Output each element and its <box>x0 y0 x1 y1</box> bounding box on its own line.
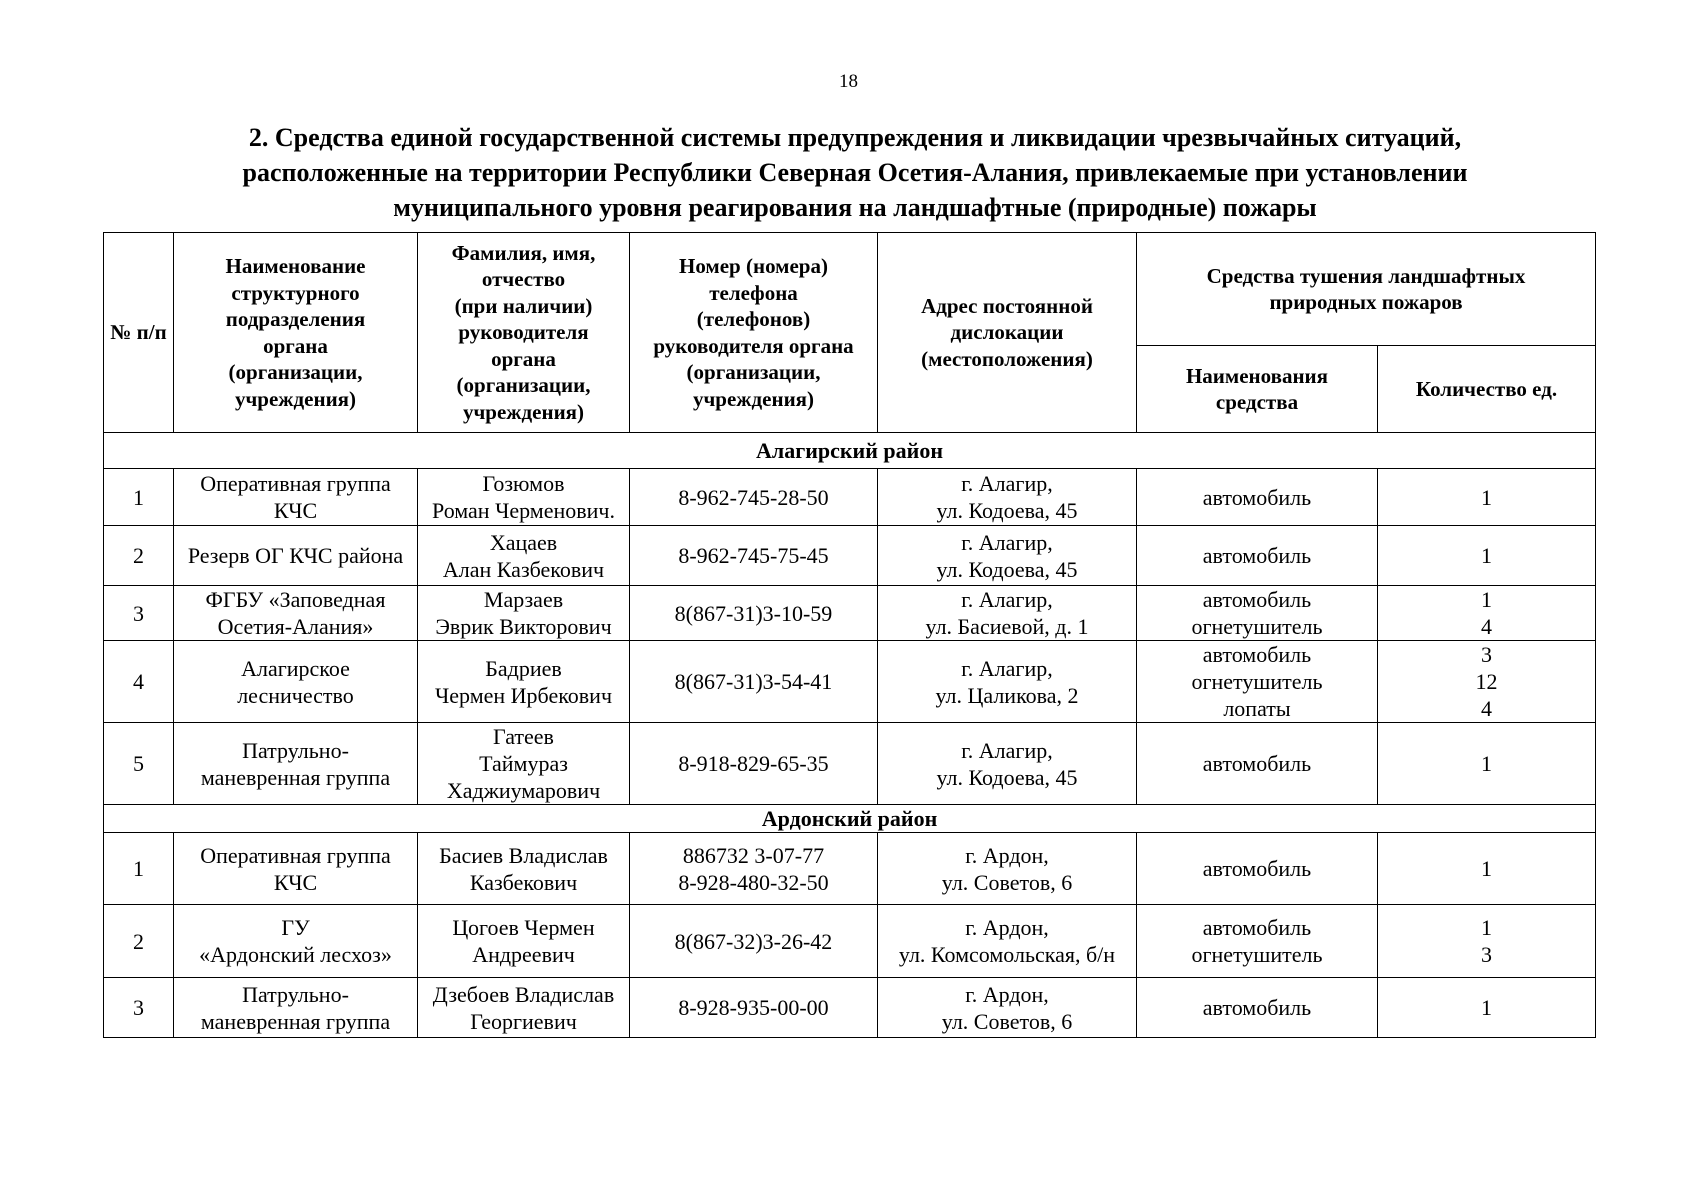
cell-line: автомобиль <box>1202 642 1312 667</box>
qty-cell <box>1378 641 1596 723</box>
head-name-cell <box>418 905 630 978</box>
qty-cell <box>1378 586 1596 641</box>
row-number: 3 <box>104 586 174 641</box>
cell-line: 12 <box>1475 669 1498 694</box>
cell-line: (телефонов) <box>696 307 811 331</box>
cell-line: ул. Советов, 6 <box>941 1008 1073 1034</box>
cell-line: Средства тушения ландшафтных <box>1206 263 1526 288</box>
table-row <box>104 586 1596 641</box>
table-row <box>104 469 1596 526</box>
cell-line: Осетия-Алания» <box>217 614 374 639</box>
cell-line: автомобиль <box>1202 856 1312 881</box>
cell-line: природных пожаров <box>1269 290 1463 314</box>
qty-cell <box>1378 833 1596 905</box>
document-title <box>150 120 1560 225</box>
cell-line: 3 <box>1481 942 1492 967</box>
cell-line: Гозюмов <box>482 471 565 496</box>
cell-line: огнетушитель <box>1191 942 1323 967</box>
cell-line: 8(867-31)3-10-59 <box>674 600 833 626</box>
head-name-cell <box>418 641 630 723</box>
address-cell <box>878 469 1137 526</box>
phone-cell <box>630 723 878 805</box>
row-number: 1 <box>104 833 174 905</box>
cell-line: г. Ардон, <box>965 915 1049 940</box>
cell-line: органа <box>491 346 556 371</box>
cell-line: 1 <box>1481 995 1492 1020</box>
cell-line: автомобиль <box>1202 587 1312 612</box>
cell-line: Фамилия, имя, <box>451 240 596 265</box>
title-line: муниципального уровня реагирования на ландшафтные (природные) пожары <box>393 193 1317 222</box>
cell-line: отчество <box>481 267 566 292</box>
table-header <box>104 233 1596 433</box>
cell-line: учреждения) <box>462 399 585 424</box>
cell-line: Номер (номера) <box>679 254 828 278</box>
cell-line: огнетушитель <box>1191 614 1323 639</box>
cell-line: ул. Комсомольская, б/н <box>898 942 1116 967</box>
qty-cell <box>1378 469 1596 526</box>
cell-line: Алан Казбекович <box>442 556 605 582</box>
means-cell <box>1137 833 1378 905</box>
header-means-qty: Количество ед. <box>1378 346 1596 433</box>
cell-line: Чермен Ирбекович <box>434 682 613 708</box>
cell-line: г. Алагир, <box>961 529 1053 555</box>
table-row <box>104 905 1596 978</box>
cell-line: Хаджиумарович <box>446 778 601 803</box>
cell-line: г. Ардон, <box>965 981 1049 1007</box>
address-cell <box>878 641 1137 723</box>
cell-line: автомобиль <box>1202 543 1312 568</box>
phone-cell <box>630 833 878 905</box>
page-number: 18 <box>839 71 858 92</box>
cell-line: г. Алагир, <box>961 587 1053 612</box>
cell-line: автомобиль <box>1202 484 1312 510</box>
head-name-cell <box>418 469 630 526</box>
title-line: расположенные на территории Республики Северная Осетия-Алания, привлекаемые при установлении <box>242 158 1468 187</box>
table-row <box>104 833 1596 905</box>
cell-line: КЧС <box>273 498 318 523</box>
cell-line: ФГБУ «Заповедная <box>205 587 386 612</box>
cell-line: 8-928-480-32-50 <box>678 869 829 895</box>
district-row <box>104 433 1596 469</box>
phone-cell <box>630 641 878 723</box>
cell-line: Басиев Владислав <box>439 842 608 868</box>
org-name-cell <box>174 586 418 641</box>
cell-line: Таймураз <box>479 751 568 776</box>
header-num: № п/п <box>104 233 174 433</box>
row-number: 4 <box>104 641 174 723</box>
head-name-cell <box>418 526 630 586</box>
cell-line: Наименования <box>1185 363 1329 388</box>
cell-line: ул. Кодоева, 45 <box>936 764 1078 790</box>
cell-line: 1 <box>1481 856 1492 881</box>
cell-line: Казбекович <box>469 869 578 895</box>
cell-line: Патрульно- <box>242 737 349 763</box>
cell-line: 8(867-32)3-26-42 <box>674 928 833 954</box>
means-cell <box>1137 586 1378 641</box>
cell-line: 8-962-745-75-45 <box>678 543 829 568</box>
cell-line: Патрульно- <box>242 981 349 1007</box>
address-cell <box>878 978 1137 1038</box>
cell-line: лесничество <box>237 682 354 708</box>
cell-line: Наименование <box>225 254 366 278</box>
row-number: 3 <box>104 978 174 1038</box>
means-cell <box>1137 469 1378 526</box>
cell-line: (организации, <box>686 360 821 384</box>
row-number: 1 <box>104 469 174 526</box>
address-cell <box>878 526 1137 586</box>
cell-line: г. Ардон, <box>965 842 1049 868</box>
qty-cell <box>1378 526 1596 586</box>
cell-line: 3 <box>1481 642 1492 667</box>
cell-line: 8-962-745-28-50 <box>678 484 829 510</box>
cell-line: КЧС <box>273 869 318 895</box>
cell-line: (организации, <box>228 360 363 384</box>
cell-line: ГУ <box>281 915 310 940</box>
cell-line: (организации, <box>456 373 591 398</box>
cell-line: учреждения) <box>692 386 815 411</box>
means-cell <box>1137 641 1378 723</box>
org-name-cell <box>174 469 418 526</box>
cell-line: лопаты <box>1223 696 1291 721</box>
cell-line: г. Алагир, <box>961 471 1053 496</box>
head-name-cell <box>418 978 630 1038</box>
cell-line: Марзаев <box>483 587 564 612</box>
cell-line: Дзебоев Владислав <box>432 981 615 1007</box>
header-org <box>174 233 418 433</box>
cell-line: Бадриев <box>485 655 562 681</box>
head-name-cell <box>418 723 630 805</box>
phone-cell <box>630 469 878 526</box>
phone-cell <box>630 526 878 586</box>
header-head <box>418 233 630 433</box>
cell-line: подразделения <box>225 307 366 331</box>
table-row <box>104 641 1596 723</box>
table-row <box>104 526 1596 586</box>
org-name-cell <box>174 905 418 978</box>
cell-line: учреждения) <box>234 386 357 411</box>
phone-cell <box>630 586 878 641</box>
cell-line: (при наличии) <box>454 293 593 318</box>
cell-line: 886732 3-07-77 <box>682 842 825 868</box>
cell-line: Оперативная группа <box>200 471 391 496</box>
cell-line: средства <box>1215 390 1299 414</box>
qty-cell <box>1378 978 1596 1038</box>
table-row <box>104 978 1596 1038</box>
header-phone <box>630 233 878 433</box>
district-name: Алагирский район <box>104 433 1596 469</box>
cell-line: «Ардонский лесхоз» <box>199 942 392 967</box>
cell-line: Андреевич <box>472 942 575 967</box>
means-cell <box>1137 526 1378 586</box>
cell-line: 4 <box>1481 696 1492 721</box>
cell-line: 4 <box>1481 614 1492 639</box>
resources-table <box>103 232 1596 1038</box>
cell-line: автомобиль <box>1202 751 1312 776</box>
cell-line: ул. Советов, 6 <box>941 869 1073 895</box>
title-line: 2. Средства единой государственной системы предупреждения и ликвидации чрезвычайных ситуаций, <box>248 123 1462 152</box>
cell-line: руководителя <box>458 320 589 345</box>
qty-cell <box>1378 905 1596 978</box>
cell-line: ул. Кодоева, 45 <box>936 498 1078 523</box>
means-cell <box>1137 905 1378 978</box>
cell-line: 8(867-31)3-54-41 <box>674 669 833 694</box>
cell-line: 1 <box>1481 751 1492 776</box>
org-name-cell <box>174 978 418 1038</box>
address-cell <box>878 723 1137 805</box>
cell-line: Георгиевич <box>470 1008 577 1034</box>
cell-line: огнетушитель <box>1191 669 1323 694</box>
district-row <box>104 805 1596 833</box>
cell-line: 1 <box>1481 484 1492 510</box>
cell-line: ул. Цаликова, 2 <box>935 682 1079 708</box>
cell-line: Хацаев <box>489 529 558 555</box>
cell-line: автомобиль <box>1202 995 1312 1020</box>
phone-cell <box>630 905 878 978</box>
cell-line: автомобиль <box>1202 915 1312 940</box>
cell-line: органа <box>263 333 328 358</box>
cell-line: Эврик Викторович <box>435 614 612 639</box>
qty-cell <box>1378 723 1596 805</box>
cell-line: Роман Черменович. <box>432 498 615 523</box>
means-cell <box>1137 978 1378 1038</box>
cell-line: 1 <box>1481 915 1492 940</box>
cell-line: структурного <box>231 280 360 305</box>
table-body <box>104 433 1596 1038</box>
cell-line: руководителя органа <box>653 333 854 358</box>
cell-line: 1 <box>1481 543 1492 568</box>
cell-line: Гатеев <box>493 724 554 749</box>
address-cell <box>878 905 1137 978</box>
org-name-cell <box>174 833 418 905</box>
cell-line: телефона <box>709 280 798 305</box>
cell-line: г. Алагир, <box>961 737 1053 763</box>
cell-line: 8-918-829-65-35 <box>678 751 829 776</box>
cell-line: маневренная группа <box>200 764 391 790</box>
district-name: Ардонский район <box>104 805 1596 833</box>
cell-line: 8-928-935-00-00 <box>678 995 829 1020</box>
org-name-cell <box>174 723 418 805</box>
cell-line: Резерв ОГ КЧС района <box>187 543 404 568</box>
cell-line: (местоположения) <box>921 346 1093 371</box>
row-number: 2 <box>104 526 174 586</box>
org-name-cell <box>174 526 418 586</box>
cell-line: Адрес постоянной <box>921 293 1093 318</box>
cell-line: ул. Басиевой, д. 1 <box>925 614 1089 639</box>
cell-line: Цогоев Чермен <box>452 915 595 940</box>
cell-line: 1 <box>1481 587 1492 612</box>
head-name-cell <box>418 586 630 641</box>
org-name-cell <box>174 641 418 723</box>
cell-line: г. Алагир, <box>961 655 1053 681</box>
header-means-name <box>1137 346 1378 433</box>
header-means-group <box>1137 233 1596 346</box>
cell-line: Оперативная группа <box>200 842 391 868</box>
means-cell <box>1137 723 1378 805</box>
cell-line: ул. Кодоева, 45 <box>936 556 1078 582</box>
cell-line: дислокации <box>950 320 1064 345</box>
table-row <box>104 723 1596 805</box>
cell-line: Алагирское <box>241 655 350 681</box>
row-number: 5 <box>104 723 174 805</box>
cell-line: маневренная группа <box>200 1008 391 1034</box>
address-cell <box>878 586 1137 641</box>
phone-cell <box>630 978 878 1038</box>
head-name-cell <box>418 833 630 905</box>
header-address <box>878 233 1137 433</box>
address-cell <box>878 833 1137 905</box>
row-number: 2 <box>104 905 174 978</box>
